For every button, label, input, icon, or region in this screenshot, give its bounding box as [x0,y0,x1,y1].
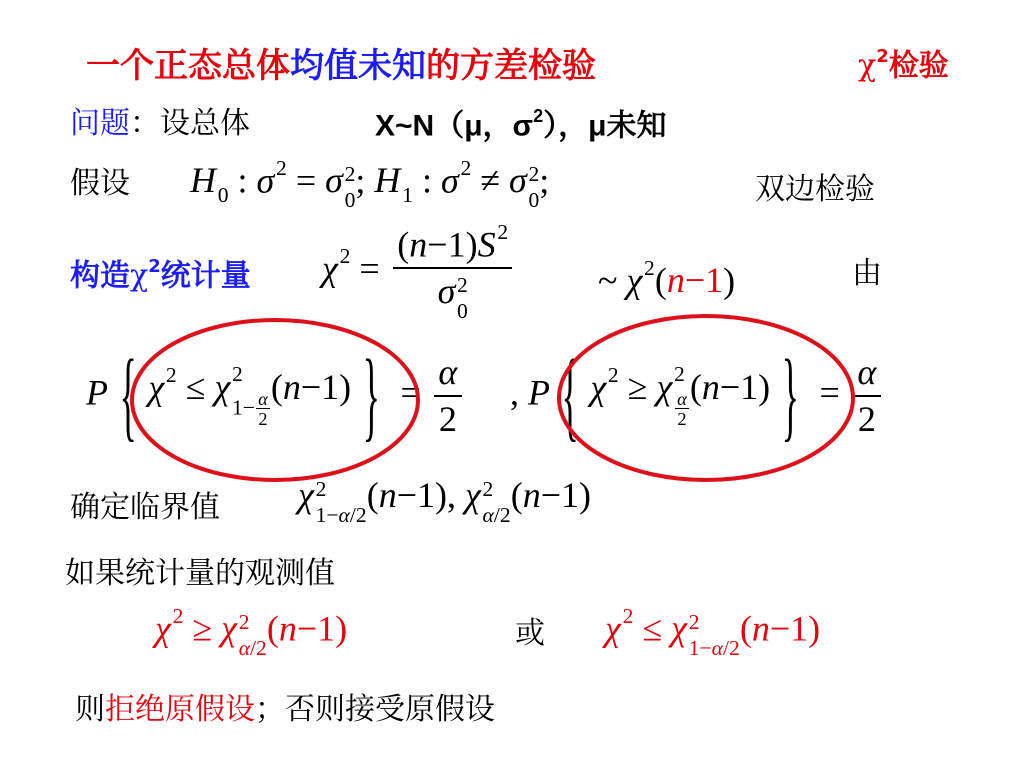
math-symbol: −1) [300,366,352,407]
superscript [689,612,740,634]
or-label: 或 [515,616,545,651]
subscript [345,190,356,212]
statistic-label [70,256,251,295]
math-script [239,612,267,660]
subscript [457,301,468,323]
subscript [483,505,511,527]
superscript [232,361,271,386]
math-variable: χ [626,260,643,301]
math-symbol: 2 [457,273,468,298]
math-symbol: 2 [172,604,184,628]
math-symbol: 2 [438,398,457,439]
math-fraction [675,390,689,429]
math-variable: P [86,372,108,413]
math-script [460,158,471,180]
math-symbol: 2 [460,156,472,180]
math-atom [656,361,689,430]
math-symbol: 2 [344,162,356,187]
math-symbol: 2 [688,610,700,635]
math-fraction [434,352,462,440]
rejection-lower-formula [605,606,820,660]
problem-text: ：设总体 [130,106,250,141]
math-symbol: ; [355,160,375,201]
math-variable: χ [605,608,621,649]
math-variable: α [338,503,350,528]
subscript [239,638,267,660]
math-symbol: 2 [607,362,619,387]
math-symbol: : [228,160,257,201]
math-script [689,612,740,660]
math-atom [214,361,270,430]
fraction-numerator [256,390,270,409]
title-part-mean-unknown: 均值未知 [290,46,426,86]
math-symbol: 2 [258,409,268,430]
title-part-variance-test: 的方差检验 [426,46,596,86]
math-symbol: 1 [402,182,413,207]
math-variable: σ [509,160,527,201]
math-symbol: ≤ [176,366,215,407]
math-atom [478,222,509,266]
subscript [674,390,690,429]
math-symbol: ( [266,608,279,649]
math-script [483,479,511,527]
math-script [623,606,634,628]
math-symbol: 2 [276,156,287,180]
fraction-numerator [853,352,881,397]
math-variable: χ [656,366,673,407]
superscript [497,222,508,244]
rejection-upper-formula [155,606,347,660]
fraction-numerator [675,390,689,409]
math-variable: n [378,475,397,515]
math-fraction [393,222,512,323]
math-variable: χ [148,366,165,407]
fraction-denominator [435,397,462,440]
math-variable: χ [221,608,237,649]
fraction-denominator [433,269,472,323]
math-variable: σ [440,160,459,201]
math-script [173,606,184,628]
math-variable: χ [322,248,338,289]
math-symbol: 2 [497,220,509,244]
population-model [375,106,666,145]
math-variable: n [522,475,541,515]
math-variable: σ [256,160,275,201]
math-symbol: ) [723,260,736,301]
math-symbol: ≥ [618,366,657,407]
math-symbol: ( [270,366,283,407]
math-symbol: 2 [677,409,687,430]
model-text-a: X~N（μ，σ [375,109,534,143]
superscript [173,606,184,628]
math-script [528,164,539,212]
superscript [483,479,511,501]
superscript [165,362,177,387]
superscript [340,246,351,268]
math-atom [155,606,183,650]
math-variable: H [190,160,216,201]
math-variable: α [857,352,877,392]
math-atom [590,362,619,409]
statistic-distribution [598,258,735,302]
conclusion-prefix: 则 [75,692,105,727]
math-symbol: 1− [232,395,255,420]
math-variable: n [278,608,297,649]
math-variable: σ [437,271,456,312]
superscript [460,158,471,180]
math-symbol: −1) [769,608,821,649]
statistic-label-b: 统计量 [160,258,251,294]
left-brace: { [119,338,137,451]
math-script [276,158,287,180]
math-script [316,479,367,527]
two-sided-test-note: 双边检验 [755,172,875,207]
superscript [607,362,619,387]
math-variable: α [677,388,687,409]
math-symbol: = [350,248,389,289]
model-superscript: 2 [533,106,544,126]
math-atom [441,158,471,202]
left-brace: { [561,338,579,451]
subscript [402,182,413,207]
math-script [607,362,619,387]
math-atom [325,159,355,212]
method-label: 检验 [888,48,949,84]
math-symbol: ~ [598,260,627,301]
math-symbol: /2 [349,503,367,528]
math-atom [671,607,740,660]
math-script [644,258,655,280]
math-symbol: 2 [482,477,494,502]
math-symbol: 2 [315,477,327,502]
math-atom [605,606,633,650]
math-symbol: /2 [250,636,267,661]
observation-label: 如果统计量的观测值 [65,556,335,591]
right-brace: } [362,338,380,451]
superscript [276,158,287,180]
critical-value-formula [298,474,591,527]
slide-title [86,46,596,87]
math-symbol: ( [654,260,667,301]
math-symbol: 2 [644,256,655,280]
math-symbol: ( [739,608,752,649]
math-symbol: 2 [528,162,540,187]
math-script [340,246,351,268]
math-variable: σ [325,160,343,201]
math-script [232,361,271,430]
fraction-denominator [854,397,881,440]
math-symbol: −1 [684,260,724,301]
math-symbol: ( [689,366,702,407]
math-variable: χ [214,366,231,407]
math-symbol: −1) [296,608,348,649]
math-atom [438,271,468,323]
conclusion-rest: ；否则接受原假设 [255,692,495,727]
probability-upper-formula [510,338,885,451]
math-symbol: ( [510,475,523,515]
math-variable: α [258,388,268,409]
math-variable: n [666,260,685,301]
math-script [345,164,356,212]
fraction-numerator [393,222,512,269]
statistic-suffix: 由 [852,256,882,291]
math-symbol: 0 [528,188,540,213]
subscript [316,505,367,527]
superscript [316,479,367,501]
math-symbol: 1− [688,636,712,661]
math-variable: α [238,636,251,661]
math-atom [322,246,350,290]
math-symbol: 2 [232,361,243,386]
math-variable: P [528,372,550,413]
math-atom [190,159,229,206]
superscript [528,164,539,186]
math-atom [221,607,267,660]
statistic-chi-superscript: 2 [148,256,161,277]
math-atom [626,258,654,302]
statistic-label-a: 构造 [70,258,130,294]
math-symbol: 0 [344,188,356,213]
math-symbol: −1) [427,224,478,265]
math-symbol: 2 [339,244,351,269]
math-symbol: /2 [493,503,511,528]
math-variable: n [751,608,770,649]
math-variable: H [374,160,401,201]
math-symbol: : [412,160,441,201]
math-symbol: −1), [396,475,465,515]
superscript [644,258,655,280]
math-variable: α [711,636,724,661]
math-script [218,181,229,207]
math-symbol: ≥ [183,608,222,649]
math-variable: n [701,366,720,407]
math-variable: α [438,352,458,392]
math-symbol: 2 [165,362,177,387]
conclusion-line [75,692,495,728]
math-variable: χ [671,608,687,649]
math-symbol: ≠ [471,160,509,201]
math-symbol: −1) [719,366,771,407]
math-symbol: 0 [217,182,229,207]
math-atom [374,159,413,206]
subscript [232,390,271,429]
math-fraction [853,352,881,440]
hypothesis-label: 假设 [70,166,130,201]
fraction-denominator [675,409,689,428]
math-variable: χ [464,475,481,515]
math-script [457,275,468,323]
model-text-b: ），μ未知 [543,109,667,143]
probability-lower-formula [86,338,466,451]
math-atom [298,474,367,527]
math-symbol: = [810,372,849,413]
superscript [345,164,356,186]
colored-run [667,259,723,302]
math-symbol: ; [539,160,550,201]
math-atom [509,159,539,212]
subscript [528,190,539,212]
math-variable: χ [298,475,314,515]
subscript [689,638,740,660]
math-variable: S [477,224,496,265]
math-symbol: 2 [622,604,634,628]
math-variable: χ [590,366,607,407]
math-script [674,361,690,430]
math-variable: α [482,503,494,528]
math-symbol: 2 [238,610,250,635]
critical-value-label: 确定临界值 [70,490,220,525]
conclusion-reject: 拒绝原假设 [105,692,255,727]
superscript [674,361,690,386]
math-symbol: , [510,372,528,413]
superscript [239,612,267,634]
method-chi: χ [858,48,877,84]
method-tag [858,46,949,85]
math-symbol: ( [366,475,379,515]
problem-label: 问题 [70,106,130,141]
math-atom [465,474,511,527]
superscript [457,275,468,297]
brace-content [590,361,771,430]
math-symbol: ( [397,224,410,265]
math-symbol: 0 [457,299,468,324]
math-symbol: 2 [674,361,685,386]
statistic-chi: χ [130,258,149,294]
title-part-normal-population: 一个正态总体 [86,46,290,86]
math-atom [257,158,287,202]
math-script [402,181,413,207]
math-symbol: 1− [315,503,339,528]
math-script [165,362,177,387]
math-variable: n [282,366,301,407]
math-symbol: −1) [540,475,591,515]
fraction-numerator [434,352,462,397]
math-variable: n [409,224,428,265]
math-symbol: = [286,160,326,201]
math-symbol: /2 [723,636,740,661]
right-brace: } [781,338,799,451]
brace-group [108,338,391,451]
math-symbol: ≤ [633,608,672,649]
math-script [497,222,508,244]
superscript [623,606,634,628]
math-symbol: 2 [857,398,876,439]
brace-group [550,338,810,451]
method-chi-superscript: 2 [876,46,889,67]
hypothesis-formula [190,158,549,212]
math-atom [148,362,177,409]
statistic-formula [322,222,517,323]
math-fraction [256,390,270,429]
math-variable: χ [155,608,171,649]
brace-content [148,361,352,430]
fraction-denominator [256,409,270,428]
subscript [217,182,229,207]
math-symbol: = [391,372,430,413]
